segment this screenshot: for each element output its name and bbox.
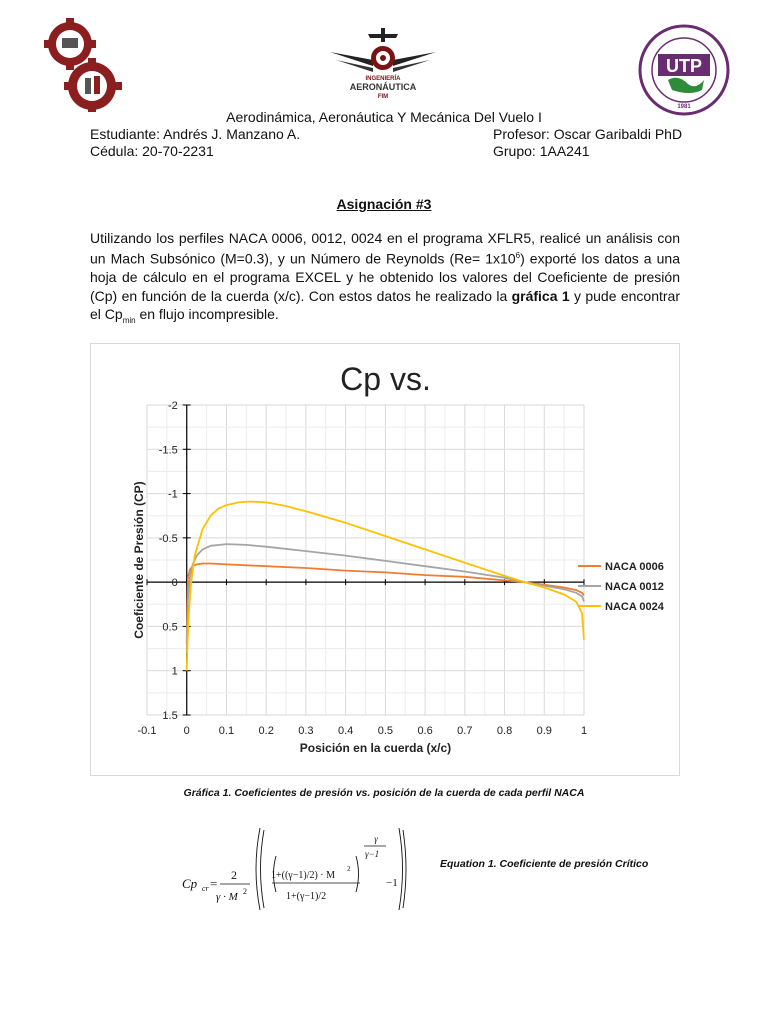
faculty-gear-logo [42,16,124,112]
x-tick-label: 0.7 [457,725,473,737]
logo-text-aeronautica: AERONÁUTICA [349,82,417,92]
utp-year: 1981 [677,104,691,110]
eq-inner-num-sup: 2 [347,865,351,873]
eq-lhs: Cp [182,876,198,891]
group-number: Grupo: 1AA241 [493,143,590,159]
intro-paragraph [90,229,680,330]
critical-cp-equation [180,824,420,914]
y-tick-label: 1 [171,665,178,678]
utp-initials: UTP [666,56,702,76]
x-tick-label: 0.5 [377,725,394,737]
x-tick-label: 0.4 [337,725,354,737]
student-id: Cédula: 20-70-2231 [90,143,214,159]
chart-title: Cp vs. [340,361,431,397]
eq-num2: 2 [231,868,237,882]
chart-frame [90,343,680,776]
eq-exp-num: γ [374,834,378,844]
legend-label: NACA 0006 [605,561,664,573]
y-tick-label: -1.5 [158,444,178,457]
x-tick-label: 0.2 [258,725,274,737]
x-tick-label: 0.8 [496,725,513,737]
x-tick-label: 0.1 [218,725,235,737]
logo-text-ingenieria: INGENIERÍA [365,76,401,82]
cp-chart [91,344,679,775]
eq-den2-sup: 2 [243,887,247,896]
y-axis-title: Coeficiente de Presión (CP) [132,481,146,639]
paragraph-superscript: 6 [515,251,521,261]
paragraph-bold: gráfica 1 [511,287,570,304]
paragraph-text-2: ) exporté los datos a una hoja de cálculo en el programa EXCEL y he obtenido los valores del Coeficiente de presión (Cp) en función de la cuerda (x/c). Con estos datos he realizado la [90,251,680,304]
y-tick-label: 0.5 [162,621,178,634]
paragraph-text-4: en flujo incompresible. [135,306,279,323]
eq-inner-den: 1+(γ−1)/2 [286,891,327,902]
paragraph-text-1: Utilizando los perfiles NACA 0006, 0012, 0024 en el programa XFLR5, realicé un análisis con un Mach Subsónico (M=0.3), y un Número de Reynolds (Re= 1x10 [90,230,680,268]
eq-equals: = [210,876,218,891]
paragraph-subscript: min [122,316,136,326]
x-tick-label: -0.1 [137,725,157,737]
logo-text-fim: FIM [377,94,389,100]
x-tick-label: 0 [183,725,190,737]
x-tick-label: 0.9 [536,725,552,737]
y-tick-label: -2 [167,400,178,412]
y-tick-label: 0 [171,577,178,590]
eq-minus-one: −1 [386,877,398,889]
figure-caption: Gráfica 1. Coeficientes de presión vs. posición de la cuerda de cada perfil NACA [183,787,585,799]
assignment-title: Asignación #3 [336,196,432,212]
aeronautica-fim-logo [328,26,438,102]
x-axis-title: Posición en la cuerda (x/c) [299,741,452,755]
eq-exp-den: γ−1 [365,849,380,859]
x-tick-label: 0.3 [298,725,314,737]
equation-label: Equation 1. Coeficiente de presión Crítico [440,858,649,870]
paragraph-text-3: y pude encontrar el Cp [90,287,681,323]
professor-name: Profesor: Oscar Garibaldi PhD [493,126,683,142]
y-tick-label: -1 [167,488,178,501]
x-tick-label: 1 [580,725,588,737]
eq-inner-num: 1+((γ−1)/2) · M [271,870,336,881]
eq-lhs-sub: cr [202,884,209,893]
course-title: Aerodinámica, Aeronáutica Y Mecánica Del Vuelo I [226,109,542,125]
student-name: Estudiante: Andrés J. Manzano A. [90,126,301,142]
y-tick-label: -0.5 [158,532,178,545]
utp-university-logo [638,24,730,116]
eq-den2: γ · M [216,891,238,903]
y-tick-label: 1.5 [162,710,178,722]
legend-label: NACA 0024 [605,601,664,613]
legend-label: NACA 0012 [605,581,664,593]
x-tick-label: 0.6 [417,725,433,737]
